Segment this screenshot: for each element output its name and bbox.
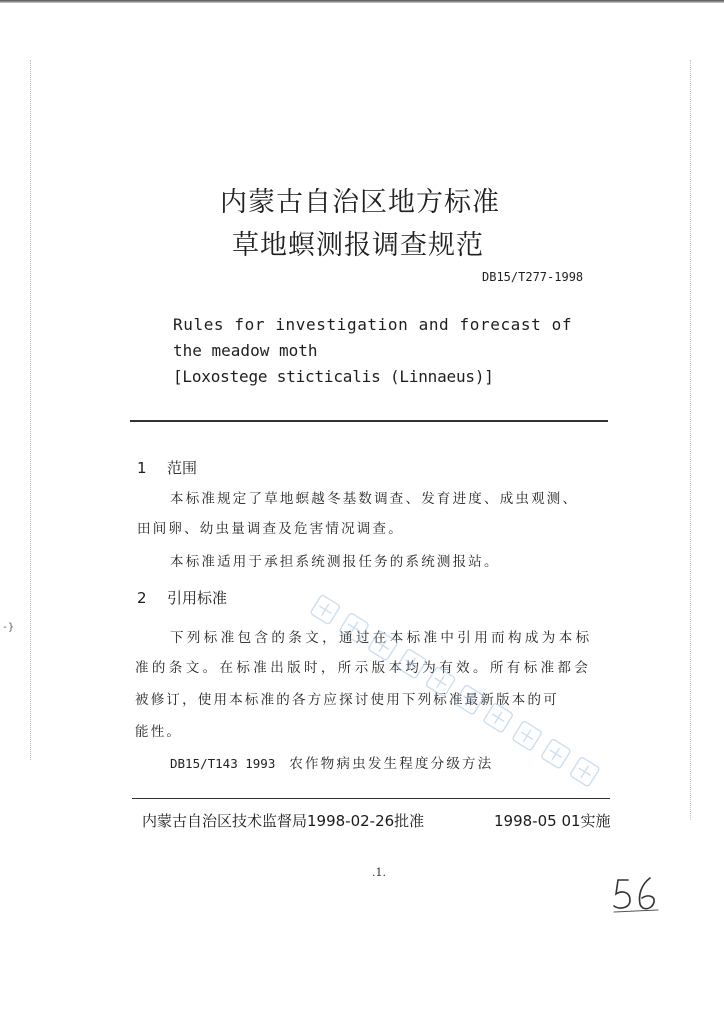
scan-edge-mark: -} bbox=[2, 622, 15, 633]
reference-code: DB15/T143 1993 bbox=[170, 756, 276, 771]
english-title-line1: Rules for investigation and forecast of bbox=[173, 315, 573, 334]
reference-name: 农作物病虫发生程度分级方法 bbox=[289, 756, 494, 772]
english-title-line2: the meadow moth bbox=[173, 341, 318, 360]
section-number: 1 bbox=[137, 459, 147, 477]
section-2-paragraph: 被修订，使用本标准的各方应探讨使用下列标准最新版本的可 bbox=[135, 692, 559, 708]
scan-top-border bbox=[0, 0, 724, 3]
section-1-paragraph: 本标准适用于承担系统测报任务的系统测报站。 bbox=[170, 554, 500, 570]
section-2-paragraph: 下列标准包含的条文，通过在本标准中引用而构成为本标 bbox=[170, 630, 593, 646]
section-2-heading bbox=[137, 587, 227, 608]
header-divider bbox=[130, 420, 608, 422]
section-2-paragraph: 准的条文。在标准出版时，所示版本均为有效。所有标准都会 bbox=[135, 660, 592, 676]
section-title: 范围 bbox=[167, 459, 198, 477]
section-1-paragraph: 本标准规定了草地螟越冬基数调查、发育进度、成虫观测、 bbox=[170, 491, 579, 507]
section-2-paragraph: 能性。 bbox=[135, 724, 183, 740]
english-title-line3: [Loxostege sticticalis (Linnaeus)] bbox=[173, 367, 494, 386]
section-number: 2 bbox=[137, 589, 147, 607]
approval-statement: 内蒙古自治区技术监督局1998-02-26批准 bbox=[142, 812, 425, 830]
footer-divider bbox=[132, 798, 610, 799]
standard-code: DB15/T277-1998 bbox=[482, 270, 584, 284]
document-title-line1: 内蒙古自治区地方标准 bbox=[220, 187, 500, 218]
implementation-date: 1998-05 01实施 bbox=[494, 812, 611, 830]
scan-left-dots bbox=[30, 60, 32, 760]
section-1-heading bbox=[137, 457, 197, 478]
section-title: 引用标准 bbox=[167, 589, 228, 607]
page-number: .1. bbox=[372, 866, 386, 879]
scan-right-dots bbox=[690, 60, 692, 820]
reference-standard bbox=[170, 752, 493, 772]
english-title bbox=[173, 312, 633, 390]
section-1-paragraph: 田间卵、幼虫量调查及危害情况调查。 bbox=[137, 521, 404, 537]
handwritten-page-mark bbox=[612, 874, 662, 914]
document-title-line2: 草地螟测报调查规范 bbox=[232, 230, 484, 261]
